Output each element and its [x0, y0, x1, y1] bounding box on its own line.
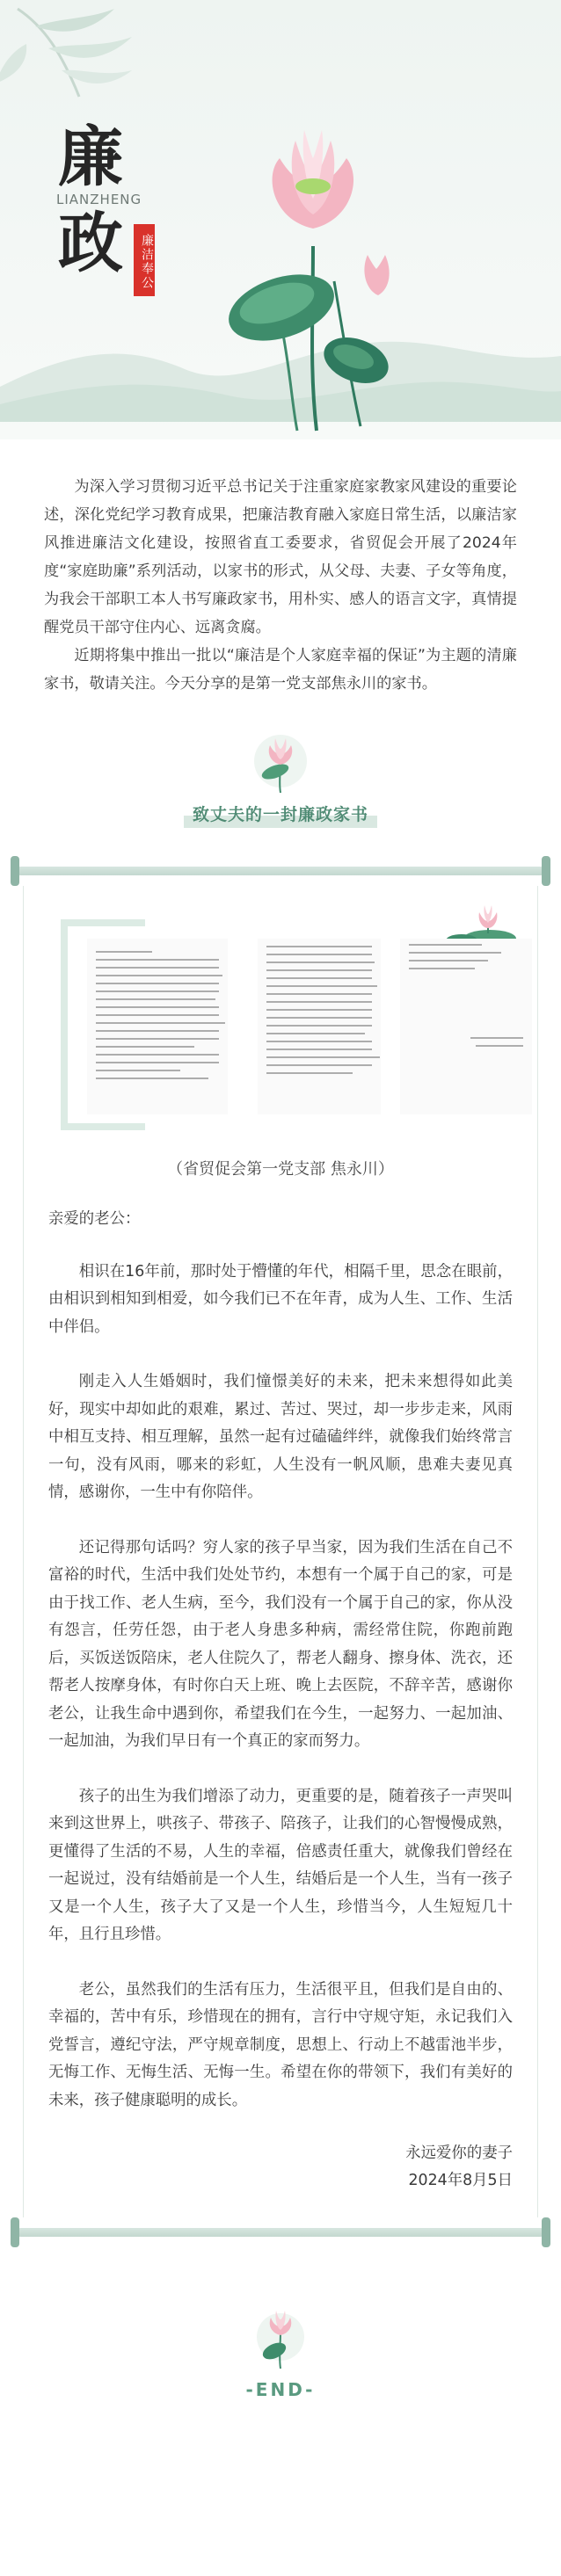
lotus-illustration [229, 123, 422, 439]
title-char-lian: 廉 [58, 120, 123, 195]
scroll-rail-bottom [0, 2217, 561, 2247]
letter-page-image-2 [258, 939, 381, 1114]
letter-closing [48, 2140, 513, 2195]
bamboo-leaves-icon [0, 0, 158, 105]
end-marker: -END- [245, 2379, 316, 2400]
intro-paragraph: 近期将集中推出一批以“廉洁是个人家庭幸福的保证”为主题的清廉家书，敬请关注。今天分享的是第一党支部焦永川的家书。 [44, 647, 517, 693]
section-subtitle [184, 800, 377, 835]
handwritten-letter-scan [48, 919, 513, 1130]
letter-text [48, 1206, 513, 2195]
intro-paragraph: 为深入学习贯彻习近平总书记关于注重家庭家教家风建设的重要论述，深化党纪学习教育成果，把廉洁教育融入家庭日常生活，以廉洁家风推进廉洁文化建设，按照省直工委要求，省贸促会开展了2024年度“家庭助廉”系列活动，以家书的形式，从父母、夫妻、子女等角度，为我会干部职工本人书写廉政家书，用朴实、感人的语言文字，真情提醒党员干部守住内心、远离贪腐。 [44, 478, 517, 636]
letter-page-image-3 [400, 939, 532, 1114]
hero-banner [0, 0, 561, 439]
letter-card [0, 856, 561, 2247]
letter-author-line: （省贸促会第一党支部 焦永川） [167, 1160, 394, 1179]
intro-text [0, 439, 561, 698]
letter-paragraph: 相识在16年前，那时处于懵懂的年代，相隔千里，思念在眼前，由相识到相知到相爱，如今我们已不在年青，成为人生、工作、生活中伴侣。 [48, 1262, 513, 1336]
letter-signoff: 永远爱你的妻子 [405, 2144, 513, 2162]
title-char-zheng: 政 [58, 206, 123, 281]
scroll-rail-top [0, 856, 561, 886]
letter-paragraph: 刚走入人生婚姻时，我们憧憬美好的未来，把未来想得如此美好，现实中却如此的艰难，累过、苦过、哭过，却一步步走来，风雨中相互支持、相互理解，虽然一起有过磕磕绊绊，就像我们始终常言一句，没有风雨，哪来的彩虹，人生没有一帆风顺，患难夫妻见真情，感谢你，一生中有你陪伴。 [48, 1373, 513, 1501]
letter-body [23, 886, 538, 2217]
letter-greeting: 亲爱的老公： [48, 1210, 141, 1228]
lotus-divider-icon [252, 729, 309, 795]
letter-date: 2024年8月5日 [408, 2172, 513, 2189]
title-pinyin: LIANZHENG [56, 192, 142, 207]
letter-paragraph: 老公，虽然我们的生活有压力，生活很平且，但我们是自由的、幸福的，苦中有乐，珍惜现在的拥有，言行中守规守矩，永记我们入党誓言，遵纪守法，严守规章制度，思想上、行动上不越雷池半步，无悔工作、无悔生活、无悔一生。希望在你的带领下，我们有美好的未来，孩子健康聪明的成长。 [48, 1980, 513, 2109]
lotus-end-icon [255, 2302, 306, 2370]
letter-paragraph: 孩子的出生为我们增添了动力，更重要的是，随着孩子一声哭叫来到这世界上，哄孩子、带孩子、陪孩子，让我们的心智慢慢成熟，更懂得了生活的不易，人生的幸福，倍感责任重大，就像我们曾经在一起说过，没有结婚前是一个人生，结婚后是一个人生，当有一孩子又是一个人生，孩子大了又是一个人生，珍惜当今，人生短短几十年，且行且珍惜。 [48, 1787, 513, 1943]
letter-page-image-1 [87, 939, 228, 1114]
red-seal-stamp: 廉洁奉公 [134, 224, 155, 296]
letter-paragraph: 还记得那句话吗？穷人家的孩子早当家，因为我们生活在自己不富裕的时代，生活中我们处处节约，本想有一个属于自己的家，可是由于找工作、老人生病，至今，我们没有一个属于自己的家，你从没有怨言，任劳任怨，由于老人身患多种病，需经常住院，你跑前跑后，买饭送饭陪床，老人住院久了，帮老人翻身、擦身体、洗衣，还帮老人按摩身体，有时你白天上班、晚上去医院，不辞辛苦，感谢你老公，让我生命中遇到你，希望我们在今生，一起努力、一起加油、一起加油，为我们早日有一个真正的家而努力。 [48, 1538, 513, 1750]
subtitle-text: 致丈夫的一封廉政家书 [192, 805, 368, 824]
